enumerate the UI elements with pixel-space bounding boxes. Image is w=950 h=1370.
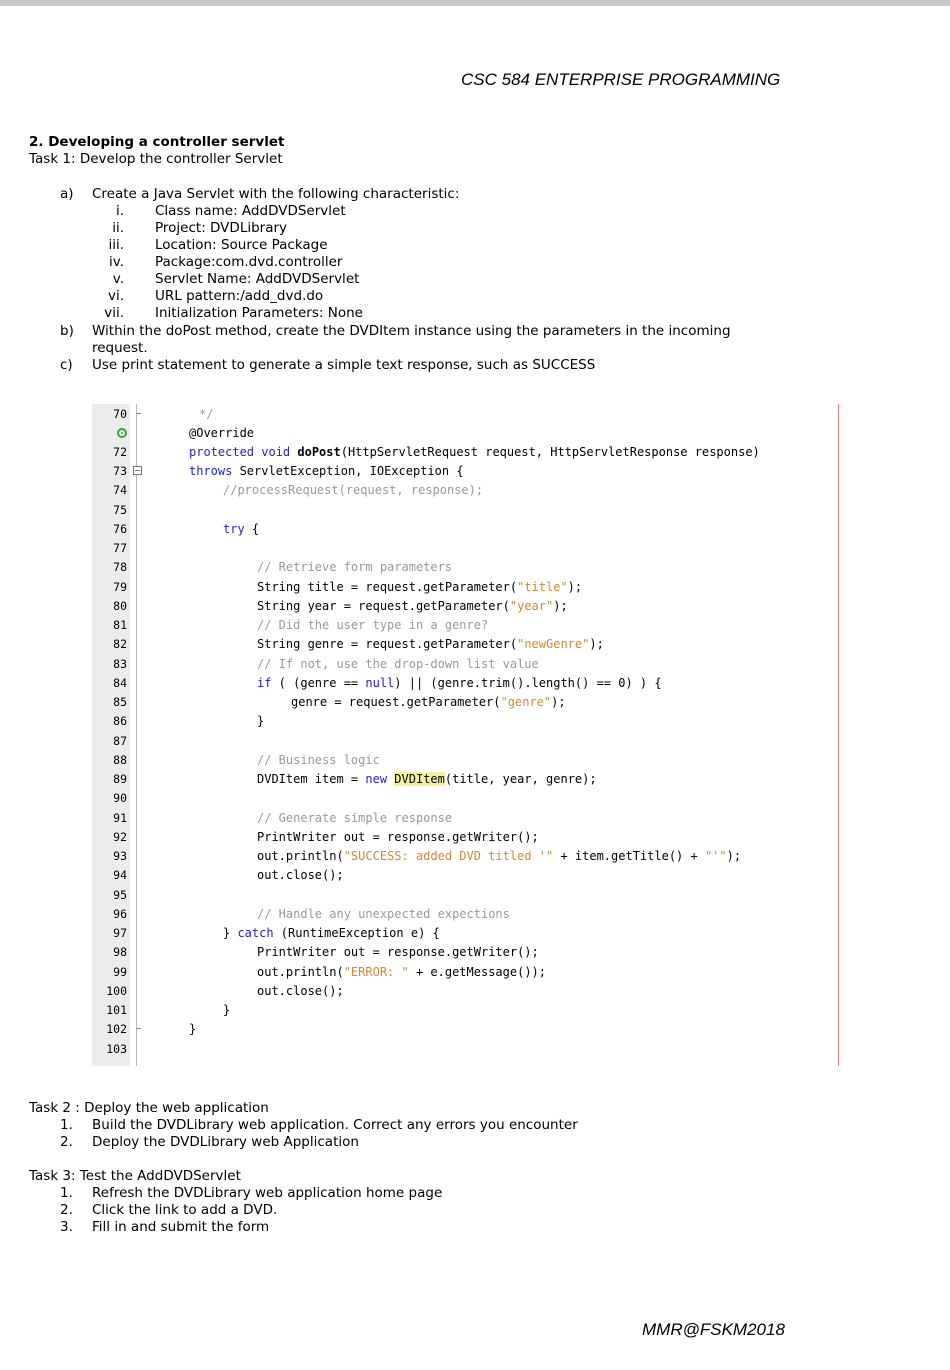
item-c-text: Use print statement to generate a simple text response, such as SUCCESS <box>92 357 596 373</box>
line-number: 96 <box>113 907 127 921</box>
line-number: 94 <box>113 868 127 882</box>
code-line: try { <box>223 522 260 536</box>
code-line: PrintWriter out = response.getWriter(); <box>257 830 539 844</box>
line-number: 103 <box>106 1042 127 1056</box>
line-number: 82 <box>113 637 127 651</box>
line-number: 102 <box>106 1022 127 1036</box>
section-heading: 2. Developing a controller servlet <box>29 134 285 150</box>
roman-num: iv. <box>109 254 124 270</box>
task2-title: Task 2 : Deploy the web application <box>29 1100 269 1116</box>
line-number: 91 <box>113 811 127 825</box>
line-number: 79 <box>113 580 127 594</box>
code-line: String title = request.getParameter("title"); <box>257 580 583 594</box>
task1-title: Task 1: Develop the controller Servlet <box>29 151 283 167</box>
item-b-text-line1: Within the doPost method, create the DVDItem instance using the parameters in the incoming <box>92 323 731 339</box>
line-number: 77 <box>113 541 127 555</box>
line-number: 84 <box>113 676 127 690</box>
code-line: @Override <box>189 426 255 440</box>
code-line: protected void doPost(HttpServletRequest request, HttpServletResponse response) <box>189 445 760 459</box>
line-number: 99 <box>113 965 127 979</box>
code-line: // Generate simple response <box>257 811 453 825</box>
line-number: 98 <box>113 945 127 959</box>
roman-num: v. <box>112 271 124 287</box>
line-number: 90 <box>113 791 127 805</box>
roman-num: vi. <box>107 288 124 304</box>
line-number: 86 <box>113 714 127 728</box>
item-c-marker: c) <box>60 357 73 373</box>
roman-item: URL pattern:/add_dvd.do <box>155 288 324 304</box>
line-number: 87 <box>113 734 127 748</box>
code-line: } catch (RuntimeException e) { <box>223 926 440 940</box>
item-a-text: Create a Java Servlet with the following characteristic: <box>92 186 460 202</box>
line-number: 74 <box>113 483 127 497</box>
line-number: 97 <box>113 926 127 940</box>
list-number: 3. <box>60 1219 73 1235</box>
list-item: Click the link to add a DVD. <box>92 1202 278 1218</box>
line-number: 72 <box>113 445 127 459</box>
line-number: 78 <box>113 560 127 574</box>
line-number: 76 <box>113 522 127 536</box>
line-number: 85 <box>113 695 127 709</box>
page-header-title: CSC 584 ENTERPRISE PROGRAMMING <box>461 70 781 89</box>
code-screenshot <box>92 404 840 1066</box>
code-line: // If not, use the drop-down list value <box>257 657 539 671</box>
line-number: 88 <box>113 753 127 767</box>
code-line: // Did the user type in a genre? <box>257 618 489 632</box>
line-number: 70 <box>113 407 127 421</box>
fold-collapse-icon[interactable] <box>133 466 142 475</box>
task3-title: Task 3: Test the AddDVDServlet <box>29 1168 241 1184</box>
code-line: PrintWriter out = response.getWriter(); <box>257 945 539 959</box>
roman-item: Location: Source Package <box>155 237 328 253</box>
line-number: 80 <box>113 599 127 613</box>
code-line: // Handle any unexpected expections <box>257 907 510 921</box>
list-number: 1. <box>60 1185 73 1201</box>
list-item: Refresh the DVDLibrary web application home page <box>92 1185 443 1201</box>
list-item: Fill in and submit the form <box>92 1219 270 1235</box>
list-item: Deploy the DVDLibrary web Application <box>92 1134 359 1150</box>
code-line: out.println("SUCCESS: added DVD titled '" + item.getTitle() + "'"); <box>257 849 742 863</box>
override-marker-icon <box>117 428 127 438</box>
line-number: 93 <box>113 849 127 863</box>
list-number: 2. <box>60 1134 73 1150</box>
code-line: // Business logic <box>257 753 380 767</box>
roman-num: i. <box>115 203 124 219</box>
list-number: 2. <box>60 1202 73 1218</box>
right-margin-line <box>838 404 839 1066</box>
item-a-marker: a) <box>60 186 74 202</box>
code-line: } <box>257 714 265 728</box>
top-rule <box>0 0 950 6</box>
line-number: 73 <box>113 464 127 478</box>
line-number: 100 <box>106 984 127 998</box>
roman-num: iii. <box>108 237 124 253</box>
code-line: String genre = request.getParameter("newGenre"); <box>257 637 604 651</box>
roman-item: Class name: AddDVDServlet <box>155 203 346 219</box>
code-line: if ( (genre == null) || (genre.trim().length() == 0) ) { <box>257 676 662 690</box>
list-item: Build the DVDLibrary web application. Correct any errors you encounter <box>92 1117 578 1133</box>
item-b-marker: b) <box>60 323 74 339</box>
roman-num: vii. <box>104 305 124 321</box>
code-line: //processRequest(request, response); <box>223 483 484 497</box>
code-line: out.close(); <box>257 984 344 998</box>
line-number: 101 <box>106 1003 127 1017</box>
page-footer: MMR@FSKM2018 <box>642 1320 785 1339</box>
roman-item: Project: DVDLibrary <box>155 220 288 236</box>
code-line: genre = request.getParameter("genre"); <box>291 695 566 709</box>
gutter-divider <box>136 404 137 1066</box>
code-line: String year = request.getParameter("year"); <box>257 599 568 613</box>
fold-end-tick <box>136 413 141 414</box>
roman-item: Initialization Parameters: None <box>155 305 363 321</box>
line-number: 83 <box>113 657 127 671</box>
code-line: throws ServletException, IOException { <box>189 464 464 478</box>
fold-end-tick <box>136 1028 141 1029</box>
line-number: 95 <box>113 888 127 902</box>
line-number: 89 <box>113 772 127 786</box>
roman-item: Package:com.dvd.controller <box>155 254 343 270</box>
item-b-text-line2: request. <box>92 340 148 356</box>
code-line: // Retrieve form parameters <box>257 560 453 574</box>
list-number: 1. <box>60 1117 73 1133</box>
line-number: 75 <box>113 503 127 517</box>
line-number: 92 <box>113 830 127 844</box>
roman-item: Servlet Name: AddDVDServlet <box>155 271 360 287</box>
code-line: */ <box>199 407 214 421</box>
code-line: DVDItem item = new DVDItem(title, year, genre); <box>257 772 597 786</box>
code-line: } <box>189 1022 197 1036</box>
code-line: out.println("ERROR: " + e.getMessage()); <box>257 965 547 979</box>
code-line: } <box>223 1003 231 1017</box>
roman-num: ii. <box>112 220 124 236</box>
line-number: 81 <box>113 618 127 632</box>
code-line: out.close(); <box>257 868 344 882</box>
